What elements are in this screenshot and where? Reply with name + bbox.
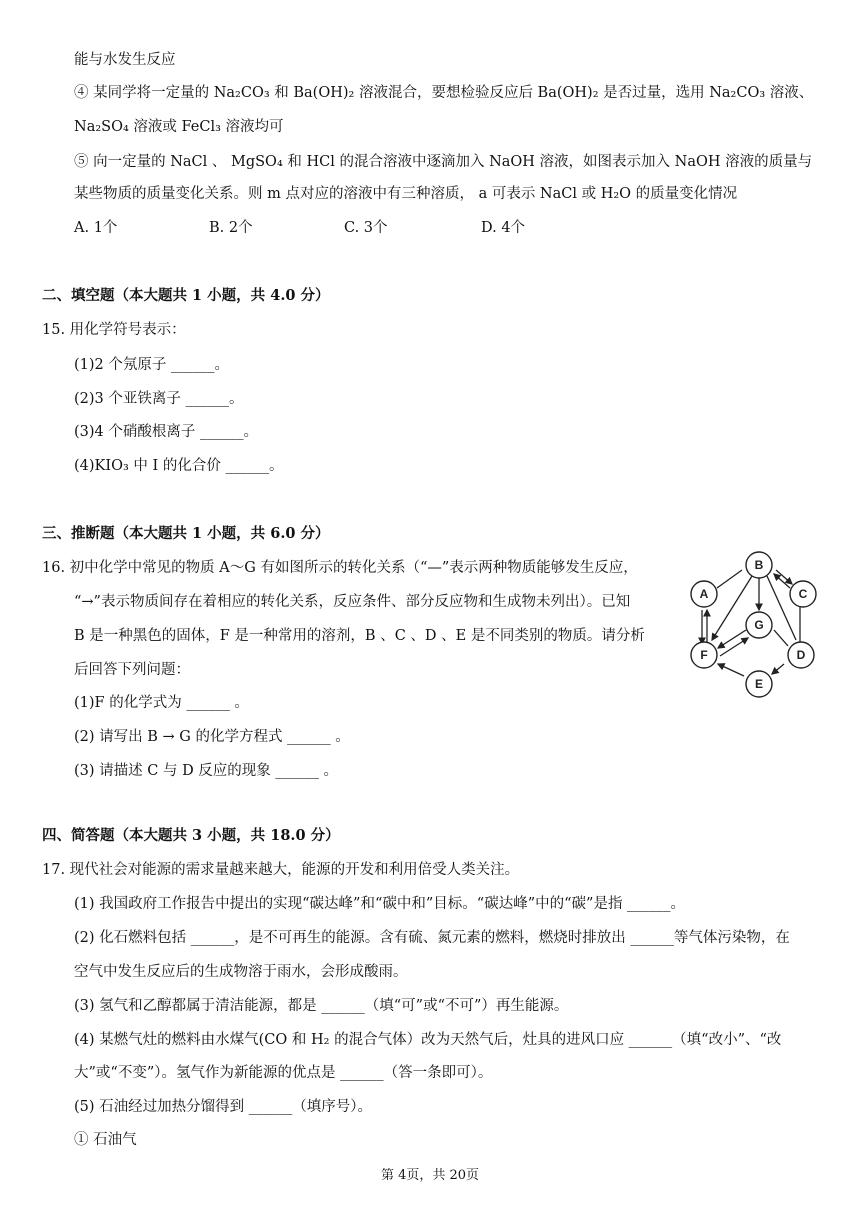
edge-g-f xyxy=(718,630,746,648)
q14-line3: ⑤ 向一定量的 NaCl 、 MgSO₄ 和 HCl 的混合溶液中逐滴加入 NaOH 溶液，如图表示加入 NaOH 溶液的质量与 xyxy=(74,154,813,170)
q16-line2: “→”表示物质间存在着相应的转化关系，反应条件、部分反应物和生成物未列出）。已知 xyxy=(74,594,631,610)
edge-f-g xyxy=(720,638,748,656)
edge-d-e xyxy=(772,664,784,674)
q17-stem: 17. 现代社会对能源的需求量越来越大，能源的开发和利用倍受人类关注。 xyxy=(42,862,520,878)
q15-item-3: (3)4 个硝酸根离子 ______。 xyxy=(74,424,258,440)
edge-a-b xyxy=(717,570,742,588)
q16-item-1: (1)F 的化学式为 ______ 。 xyxy=(74,695,249,711)
option-c[interactable]: C. 3个 xyxy=(344,220,388,236)
node-label-g: G xyxy=(754,618,764,632)
option-b[interactable]: B. 2个 xyxy=(209,220,253,236)
q14-line2: Na₂SO₄ 溶液或 FeCl₃ 溶液均可 xyxy=(74,119,284,135)
q14-line4: 某些物质的质量变化关系。则 m 点对应的溶液中有三种溶质， a 可表示 NaCl 或 H₂O 的质量变化情况 xyxy=(74,186,738,202)
q17-line-7: (5) 石油经过加热分馏得到 ______（填序号）。 xyxy=(74,1099,373,1115)
q16-line4: 后回答下列问题： xyxy=(74,662,190,678)
q17-line-6: 大”或“不变”）。氢气作为新能源的优点是 ______（答一条即可）。 xyxy=(74,1065,493,1081)
node-label-d: D xyxy=(796,648,806,662)
q17-line-1: (1) 我国政府工作报告中提出的实现“碳达峰”和“碳中和”目标。“碳达峰”中的“碳”是指 ______。 xyxy=(74,896,686,912)
q14-line1: ④ 某同学将一定量的 Na₂CO₃ 和 Ba(OH)₂ 溶液混合，要想检验反应后 Ba(OH)₂ 是否过量，选用 Na₂CO₃ 溶液、 xyxy=(74,85,814,101)
page-footer: 第 4页，共 20页 xyxy=(380,1168,480,1183)
q17-line-8: ① 石油气 xyxy=(74,1132,137,1148)
section-title-inference: 三、推断题（本大题共 1 小题，共 6.0 分） xyxy=(42,525,330,542)
node-label-c: C xyxy=(798,587,808,601)
node-label-f: F xyxy=(700,648,708,662)
option-a[interactable]: A. 1个 xyxy=(74,220,118,236)
node-label-e: E xyxy=(754,677,764,691)
q16-line1: 16. 初中化学中常见的物质 A～G 有如图所示的转化关系（“—”表示两种物质能够发生反应， xyxy=(42,560,638,576)
relationship-diagram xyxy=(684,548,822,700)
q17-line-3: 空气中发生反应后的生成物溶于雨水，会形成酸雨。 xyxy=(74,964,408,980)
q16-item-3: (3) 请描述 C 与 D 反应的现象 ______ 。 xyxy=(74,763,339,779)
q14-line0: 能与水发生反应 xyxy=(74,52,176,68)
option-d[interactable]: D. 4个 xyxy=(481,220,526,236)
q16-item-2: (2) 请写出 B → G 的化学方程式 ______ 。 xyxy=(74,729,350,745)
q17-line-5: (4) 某燃气灶的燃料由水煤气(CO 和 H₂ 的混合气体）改为天然气后，灶具的进风口应 ______（填“改小”、“改 xyxy=(74,1032,782,1048)
q15-stem: 15. 用化学符号表示： xyxy=(42,322,186,338)
q17-line-4: (3) 氢气和乙醇都属于清洁能源，都是 ______（填“可”或“不可”）再生能源。 xyxy=(74,998,569,1014)
q17-line-2: (2) 化石燃料包括 ______，是不可再生的能源。含有硫、氮元素的燃料，燃烧时排放出 ______等气体污染物，在 xyxy=(74,930,790,946)
q15-item-1: (1)2 个氖原子 ______。 xyxy=(74,357,229,373)
q15-item-2: (2)3 个亚铁离子 ______。 xyxy=(74,391,244,407)
node-label-a: A xyxy=(699,587,709,601)
q15-item-4: (4)KIO₃ 中 I 的化合价 ______。 xyxy=(74,458,284,474)
node-label-b: B xyxy=(754,558,764,572)
q16-line3: B 是一种黑色的固体，F 是一种常用的溶剂，B 、C 、D 、E 是不同类别的物质。请分析 xyxy=(74,628,645,644)
section-title-short-answer: 四、简答题（本大题共 3 小题，共 18.0 分） xyxy=(42,827,340,844)
edge-g-d xyxy=(774,630,788,646)
section-title-fill-in: 二、填空题（本大题共 1 小题，共 4.0 分） xyxy=(42,287,330,304)
edge-e-f xyxy=(718,664,744,676)
